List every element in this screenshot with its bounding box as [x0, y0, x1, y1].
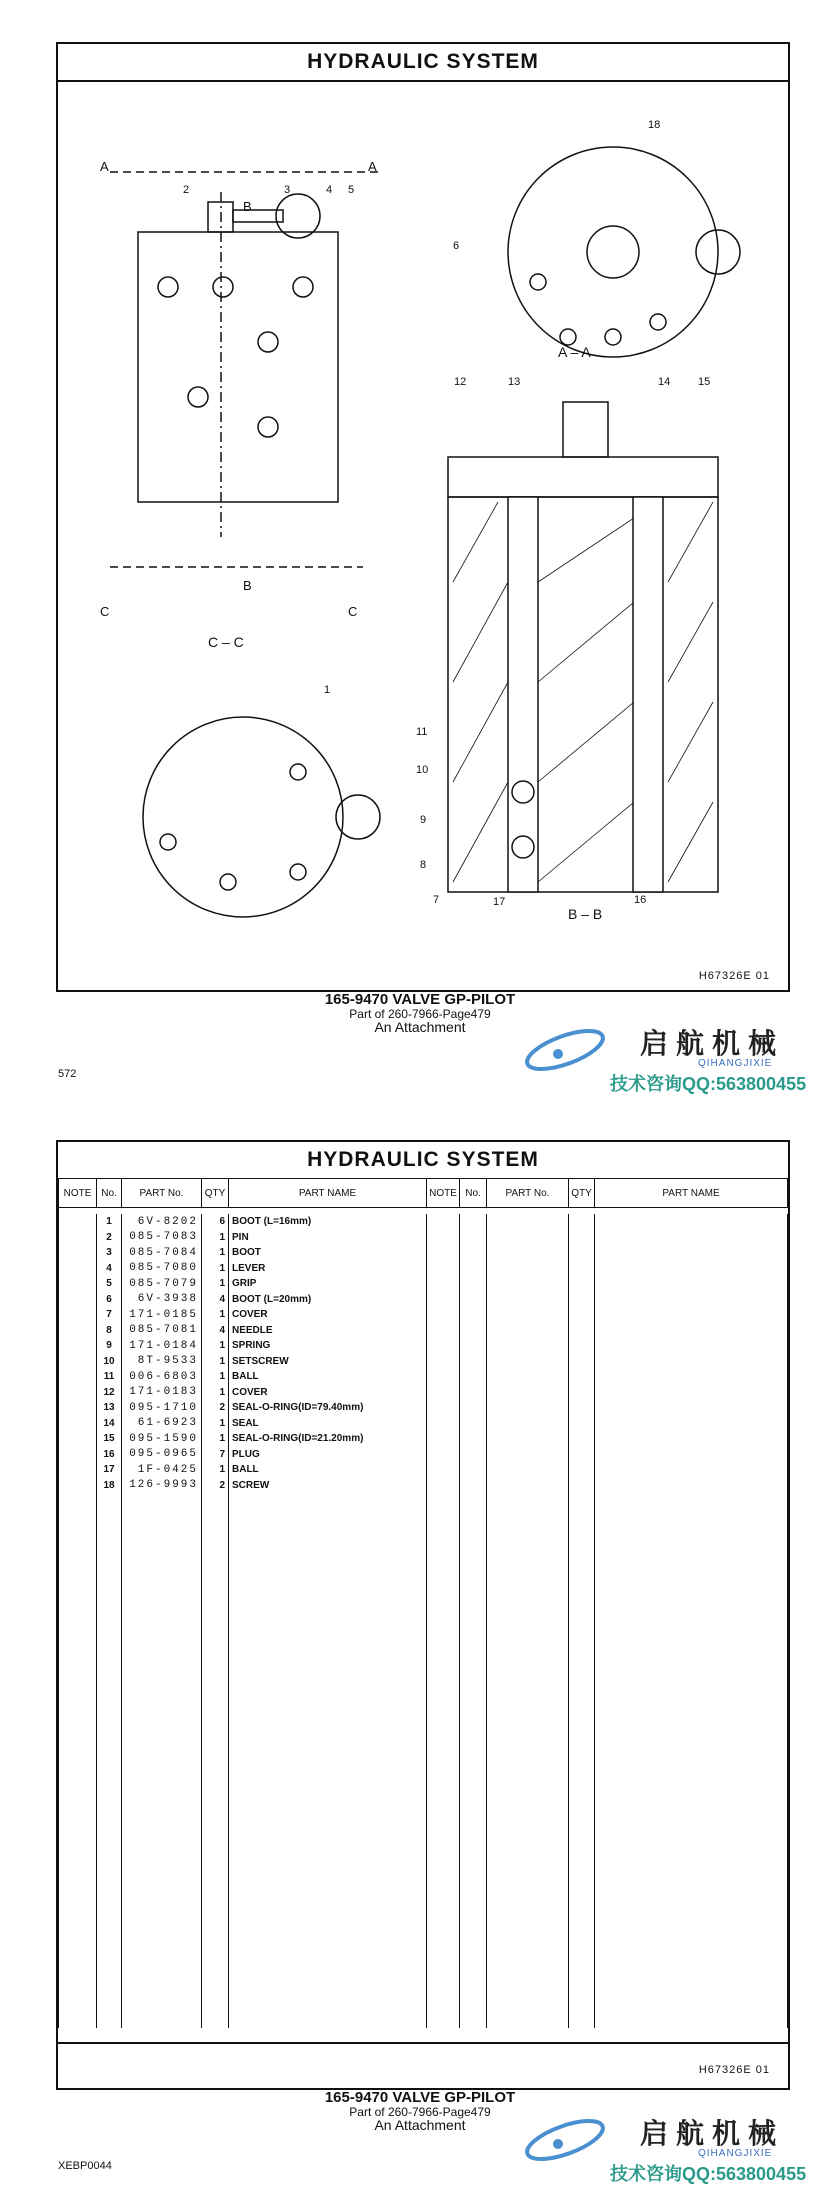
part-name: BALL [229, 1462, 427, 1478]
table-row [59, 1276, 788, 1292]
watermark-pinyin: QIHANGJIXIE [698, 2148, 773, 2159]
col-part-name: PART NAME [595, 1179, 788, 1208]
callout: 12 [454, 376, 467, 388]
table-row [59, 1307, 788, 1323]
quantity: 4 [202, 1323, 229, 1339]
callout: 1 [324, 684, 331, 696]
watermark-chinese: 启航机械 [640, 2118, 785, 2149]
quantity: 1 [202, 1307, 229, 1323]
part-name: NEEDLE [229, 1323, 427, 1339]
note-cell [59, 1307, 97, 1323]
part-number: 1F-0425 [122, 1462, 202, 1478]
part-number: 6V-8202 [122, 1214, 202, 1230]
callout: 16 [634, 894, 647, 906]
table-row [59, 1354, 788, 1370]
part-name: PLUG [229, 1447, 427, 1463]
item-number: 14 [97, 1416, 122, 1432]
item-number: 18 [97, 1478, 122, 1494]
watermark-contact: 技术咨询QQ:563800455 [610, 2164, 807, 2184]
callout: 5 [348, 184, 355, 196]
table-row [59, 1478, 788, 1494]
part-name: COVER [229, 1385, 427, 1401]
callout: 8 [420, 859, 427, 871]
callout: 14 [658, 376, 671, 388]
item-number: 5 [97, 1276, 122, 1292]
col-no: No. [97, 1179, 122, 1208]
part-number: 171-0184 [122, 1338, 202, 1354]
table-row [59, 1292, 788, 1308]
quantity: 1 [202, 1462, 229, 1478]
caption-note: An Attachment [374, 1019, 466, 1036]
watermark-logo [520, 2100, 840, 2190]
quantity: 7 [202, 1447, 229, 1463]
callout: 17 [493, 896, 506, 908]
callout: 6 [453, 240, 460, 252]
item-number: 1 [97, 1214, 122, 1230]
section-mark-a: A [100, 159, 109, 174]
table-row [59, 1447, 788, 1463]
note-cell [59, 1400, 97, 1416]
note-cell [59, 1245, 97, 1261]
part-number: 126-9993 [122, 1478, 202, 1494]
view-label-cc: C – C [208, 634, 244, 650]
part-number: 085-7084 [122, 1245, 202, 1261]
note-cell [59, 1369, 97, 1385]
table-row [59, 1323, 788, 1339]
caption-subtitle: Part of 260-7966-Page479 [349, 2104, 491, 2119]
item-number: 15 [97, 1431, 122, 1447]
note-cell [59, 1416, 97, 1432]
quantity: 6 [202, 1214, 229, 1230]
watermark-contact: 技术咨询QQ:563800455 [610, 1074, 807, 1094]
drawing-frame [56, 42, 790, 992]
quantity: 1 [202, 1338, 229, 1354]
note-cell [59, 1385, 97, 1401]
col-note: NOTE [59, 1179, 97, 1208]
quantity: 1 [202, 1261, 229, 1277]
note-cell [59, 1292, 97, 1308]
item-number: 8 [97, 1323, 122, 1339]
item-number: 2 [97, 1230, 122, 1246]
section-mark-b: B [243, 578, 252, 593]
quantity: 1 [202, 1230, 229, 1246]
parts-table [58, 1178, 788, 2028]
part-name: SEAL [229, 1416, 427, 1432]
callout: 18 [648, 119, 661, 131]
part-number: 61-6923 [122, 1416, 202, 1432]
item-number: 9 [97, 1338, 122, 1354]
callout: 10 [416, 764, 429, 776]
callout: 7 [433, 894, 440, 906]
watermark-logo [520, 1010, 840, 1100]
watermark-pinyin: QIHANGJIXIE [698, 1058, 773, 1069]
quantity: 1 [202, 1245, 229, 1261]
part-number: 085-7081 [122, 1323, 202, 1339]
part-number: 085-7080 [122, 1261, 202, 1277]
col-note: NOTE [427, 1179, 460, 1208]
note-cell [59, 1214, 97, 1230]
note-cell [59, 1354, 97, 1370]
part-name: BOOT (L=20mm) [229, 1292, 427, 1308]
quantity: 1 [202, 1431, 229, 1447]
drawing-number: H67326E 01 [698, 2064, 770, 2076]
part-name: BOOT [229, 1245, 427, 1261]
view-label-bb: B – B [568, 906, 603, 922]
part-name: PIN [229, 1230, 427, 1246]
item-number: 10 [97, 1354, 122, 1370]
part-name: COVER [229, 1307, 427, 1323]
note-cell [59, 1478, 97, 1494]
part-number: 171-0183 [122, 1385, 202, 1401]
item-number: 17 [97, 1462, 122, 1478]
callout: 11 [416, 726, 428, 738]
page-title: HYDRAULIC SYSTEM [307, 50, 539, 73]
quantity: 1 [202, 1385, 229, 1401]
caption-title: 165-9470 VALVE GP-PILOT [324, 2089, 516, 2106]
parts-list-frame [56, 1140, 790, 2090]
quantity: 2 [202, 1400, 229, 1416]
col-part-no: PART No. [122, 1179, 202, 1208]
callout: 13 [508, 376, 521, 388]
table-row [59, 1462, 788, 1478]
item-number: 4 [97, 1261, 122, 1277]
note-cell [59, 1462, 97, 1478]
part-name: SEAL-O-RING(ID=79.40mm) [229, 1400, 427, 1416]
item-number: 6 [97, 1292, 122, 1308]
table-header [59, 1179, 788, 1208]
note-cell [59, 1431, 97, 1447]
part-number: 085-7083 [122, 1230, 202, 1246]
col-part-name: PART NAME [229, 1179, 427, 1208]
part-number: 085-7079 [122, 1276, 202, 1292]
section-mark-b: B [243, 199, 252, 214]
note-cell [59, 1447, 97, 1463]
document-code: XEBP0044 [58, 2160, 112, 2172]
caption [300, 992, 540, 1035]
part-name: SETSCREW [229, 1354, 427, 1370]
section-mark-a: A [368, 159, 377, 174]
callout: 3 [284, 184, 291, 196]
part-number: 171-0185 [122, 1307, 202, 1323]
callout: 9 [420, 814, 427, 826]
drawing-number: H67326E 01 [698, 970, 770, 982]
part-name: LEVER [229, 1261, 427, 1277]
table-row [59, 1214, 788, 1230]
item-number: 13 [97, 1400, 122, 1416]
quantity: 4 [202, 1292, 229, 1308]
table-row [59, 1338, 788, 1354]
page-number: 572 [58, 1068, 77, 1080]
caption [300, 2090, 540, 2133]
note-cell [59, 1230, 97, 1246]
quantity: 2 [202, 1478, 229, 1494]
section-mark-c: C [348, 604, 358, 619]
col-qty: QTY [202, 1179, 229, 1208]
quantity: 1 [202, 1416, 229, 1432]
parts-list-title: HYDRAULIC SYSTEM [307, 1148, 539, 1171]
part-number: 095-1710 [122, 1400, 202, 1416]
col-part-no: PART No. [487, 1179, 569, 1208]
view-label-aa: A – A [558, 344, 591, 360]
part-name: BALL [229, 1369, 427, 1385]
table-row [59, 1431, 788, 1447]
part-number: 095-1590 [122, 1431, 202, 1447]
item-number: 11 [97, 1369, 122, 1385]
item-number: 7 [97, 1307, 122, 1323]
part-number: 8T-9533 [122, 1354, 202, 1370]
table-row [59, 1230, 788, 1246]
caption-subtitle: Part of 260-7966-Page479 [349, 1006, 491, 1021]
quantity: 1 [202, 1276, 229, 1292]
table-row [59, 1369, 788, 1385]
table-row [59, 1400, 788, 1416]
quantity: 1 [202, 1354, 229, 1370]
note-cell [59, 1276, 97, 1292]
quantity: 1 [202, 1369, 229, 1385]
callout: 15 [698, 376, 711, 388]
col-no: No. [460, 1179, 487, 1208]
part-number: 095-0965 [122, 1447, 202, 1463]
part-name: SCREW [229, 1478, 427, 1494]
table-row [59, 1385, 788, 1401]
part-number: 6V-3938 [122, 1292, 202, 1308]
note-cell [59, 1261, 97, 1277]
col-qty: QTY [569, 1179, 595, 1208]
callout: 2 [183, 184, 190, 196]
section-mark-c: C [100, 604, 110, 619]
callout: 4 [326, 184, 333, 196]
table-row [59, 1416, 788, 1432]
part-name: GRIP [229, 1276, 427, 1292]
part-number: 006-6803 [122, 1369, 202, 1385]
item-number: 3 [97, 1245, 122, 1261]
caption-title: 165-9470 VALVE GP-PILOT [324, 991, 516, 1008]
watermark-chinese: 启航机械 [640, 1028, 785, 1059]
part-name: SEAL-O-RING(ID=21.20mm) [229, 1431, 427, 1447]
table-row [59, 1261, 788, 1277]
item-number: 16 [97, 1447, 122, 1463]
note-cell [59, 1338, 97, 1354]
table-row [59, 1245, 788, 1261]
part-name: SPRING [229, 1338, 427, 1354]
part-name: BOOT (L=16mm) [229, 1214, 427, 1230]
item-number: 12 [97, 1385, 122, 1401]
caption-note: An Attachment [374, 2117, 466, 2134]
note-cell [59, 1323, 97, 1339]
